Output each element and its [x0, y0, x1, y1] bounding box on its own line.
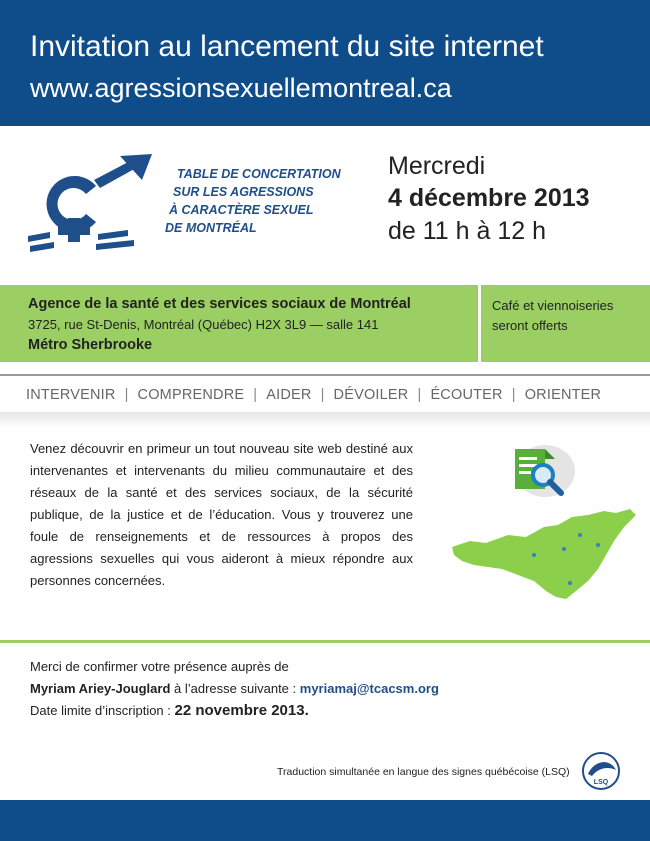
- footer-banner: [0, 800, 650, 841]
- venue-info: [28, 296, 411, 353]
- venue-address: 3725, rue St-Denis, Montréal (Québec) H2X 3L9 — salle 141: [28, 317, 379, 332]
- event-day: Mercredi: [388, 152, 486, 180]
- rsvp-intro: Merci de confirmer votre présence auprès de: [30, 659, 289, 674]
- contact-email-link[interactable]: myriamaj@tcacsm.org: [299, 681, 439, 696]
- venue-divider: [478, 285, 481, 362]
- lsq-logo-label: LSQ: [593, 779, 609, 786]
- keyword: COMPRENDRE: [137, 387, 245, 403]
- organization-logo-icon: [24, 150, 164, 255]
- keyword: DÉVOILER: [333, 387, 409, 403]
- organization-line: À CARACTÈRE SEXUEL: [169, 203, 314, 217]
- deadline-label: Date limite d’inscription :: [30, 703, 175, 718]
- lsq-note: Traduction simultanée en langue des signes québécoise (LSQ): [277, 766, 570, 778]
- invitation-title: Invitation au lancement du site internet: [30, 30, 544, 63]
- refreshments-line: seront offerts: [492, 318, 568, 333]
- keywords-divider: [0, 374, 650, 376]
- keywords-shadow: [0, 412, 650, 428]
- keyword-separator: |: [417, 387, 422, 403]
- lsq-logo-icon: [582, 752, 620, 790]
- keyword: INTERVENIR: [26, 387, 116, 403]
- event-date-full: 4 décembre 2013: [388, 184, 590, 212]
- deadline-date: 22 novembre 2013.: [174, 702, 309, 719]
- keyword-separator: |: [320, 387, 325, 403]
- keywords-bar: [26, 387, 601, 403]
- keyword: ORIENTER: [524, 387, 602, 403]
- organization-line: TABLE DE CONCERTATION: [177, 167, 341, 181]
- refreshments-note: [492, 296, 613, 336]
- contact-name: Myriam Ariey-Jouglard: [30, 681, 171, 696]
- rsvp-deadline: [30, 700, 439, 722]
- organization-line: SUR LES AGRESSIONS: [173, 185, 314, 199]
- venue-metro: Métro Sherbrooke: [28, 337, 153, 353]
- website-url[interactable]: www.agressionsexuellemontreal.ca: [30, 73, 452, 103]
- rsvp-divider: [0, 640, 650, 643]
- rsvp-contact: [30, 678, 439, 700]
- document-search-icon: [505, 443, 577, 501]
- event-time: de 11 h à 12 h: [388, 217, 547, 245]
- keyword-separator: |: [511, 387, 516, 403]
- keyword-separator: |: [253, 387, 258, 403]
- montreal-island-map-icon: [448, 505, 638, 605]
- rsvp-section: [30, 656, 439, 722]
- intro-paragraph: Venez découvrir en primeur un tout nouveau site web destiné aux intervenantes et intervenants du milieu communautaire et des réseaux de la santé et des services sociaux, de la sécurité publique, de la justice et de l’éducation. Vous y trouverez une foule de renseignements et de ressources à propos des agressions sexuelles qui vous aideront à mieux répondre aux personnes concernées.: [30, 441, 413, 588]
- refreshments-line: Café et viennoiseries: [492, 298, 614, 313]
- keyword-separator: |: [124, 387, 129, 403]
- organization-name: [165, 165, 341, 237]
- event-date: [388, 150, 590, 248]
- header-banner: [0, 0, 650, 126]
- keyword: ÉCOUTER: [430, 387, 503, 403]
- keyword: AIDER: [266, 387, 312, 403]
- organization-line: DE MONTRÉAL: [165, 221, 257, 235]
- contact-suffix: à l’adresse suivante :: [170, 681, 300, 696]
- venue-name: Agence de la santé et des services sociaux de Montréal: [28, 296, 411, 312]
